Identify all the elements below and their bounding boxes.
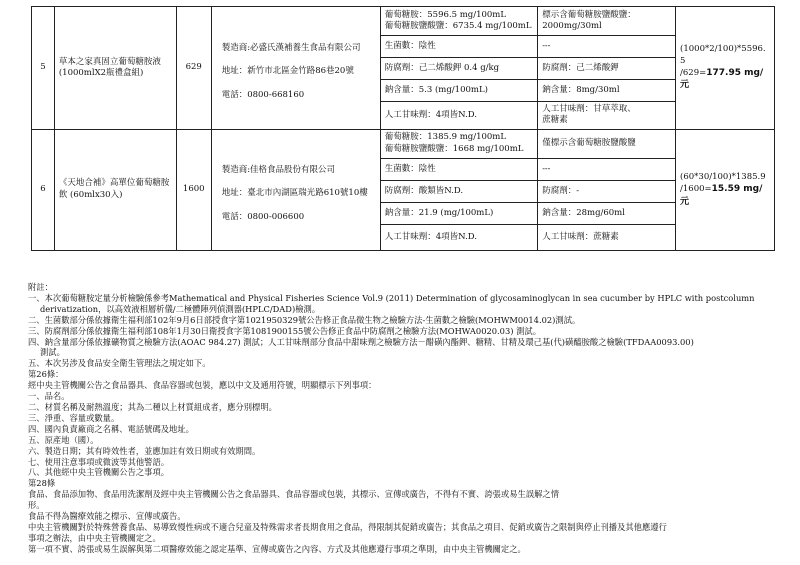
preservative-label: 防腐劑：己二烯酸鉀 [538, 58, 676, 80]
manufacturer-info [211, 7, 380, 130]
preservative-result: 防腐劑：己二烯酸鉀 0.4 g/kg [380, 58, 537, 80]
note-line: 第28條 [28, 478, 56, 489]
row-number: 6 [32, 129, 55, 250]
sweetener-label-line1: 人工甘味劑：蔗糖素 [542, 231, 619, 242]
calc-line1: (60*30/100)*1385.9 [680, 171, 766, 182]
price-calc [676, 7, 775, 130]
note-line: 五、原產地（國）。 [28, 434, 99, 445]
product-price: 629 [176, 7, 211, 130]
note-line: 四、國內負責廠商之名稱、電話號碼及地址。 [28, 423, 194, 434]
note-line: 五、本次另涉及食品安全衛生管理法之規定如下。 [28, 358, 211, 369]
bacteria-result: 生菌數：陰性 [380, 158, 537, 180]
sodium-label: 鈉含量：8mg/30ml [538, 80, 676, 102]
note-line: 六、製造日期；其有時效性者，並應加註有效日期或有效期間。 [28, 445, 261, 456]
label-claim [538, 7, 676, 36]
sodium-result: 鈉含量：21.9 (mg/100mL) [380, 202, 537, 224]
note-line: 三、防腐劑部分係依據衛生福利部108年1月30日衛授食字第1081900155號公告修正食品中防腐劑之檢驗方法(MOHWA0020.03) 測試。 [28, 325, 541, 336]
label-claim-line1: 僅標示含葡萄糖胺鹽酸鹽 [542, 138, 636, 149]
product-name: 《天地合補》高單位葡萄糖胺飲 (60mlx30入) [54, 129, 176, 250]
note-line: 中央主管機關對於特殊營養食品、易導致慢性病或不適合兒童及特殊需求者長期食用之食品，得限制其促銷或廣告；其食品之項目、促銷或廣告之限制與停止刊播及其他應遵行 [28, 521, 667, 532]
sweetener-label-line2: 蔗糖素 [542, 115, 568, 126]
glucosamine-salt-value: 葡萄糖胺鹽酸鹽：1668 mg/100mL [384, 143, 524, 154]
note-line: 八、其他經中央主管機關公告之事項。 [28, 467, 170, 478]
note-line: derivatization，以高效液相層析儀/二極體陣列偵測器(HPLC/DAD)檢測。 [40, 303, 321, 314]
calc-line1: (1000*2/100)*5596. [680, 44, 766, 55]
glucosamine-result [380, 7, 537, 36]
note-line: 七、使用注意事項或微波等其他警語。 [28, 456, 170, 467]
note-line: 四、鈉含量部分係依據礦物質之檢驗方法(AOAC 984.27) 測試；人工甘味劑部分食品中甜味劑之檢驗方法－醋磺內酯鉀、糖精、甘精及環己基(代)磺醯胺酸之檢驗(TFDAA0093.00) [28, 336, 694, 347]
glucosamine-result [380, 129, 537, 158]
product-table [31, 6, 775, 251]
manufacturer-phone: 電話：0800-006600 [221, 211, 305, 222]
glucosamine-salt-value: 葡萄糖胺鹽酸鹽：6735.4 mg/100mL [384, 21, 532, 31]
note-line: 形。 [28, 500, 45, 511]
note-line: 食品、食品添加物、食品用洗潔劑及經中央主管機關公告之食品器具、食品容器或包裝，其標示、宣傳或廣告，不得有不實、誇張或易生誤解之情 [28, 489, 560, 500]
sodium-label: 鈉含量：28mg/60ml [538, 202, 676, 224]
note-line: 附註： [28, 282, 53, 292]
bacteria-label: --- [538, 158, 676, 180]
notes-section [28, 282, 778, 555]
manufacturer-name: 製造商:必盛氏漢補養生食品有限公司 [221, 42, 361, 53]
bacteria-result: 生菌數：陰性 [380, 36, 537, 58]
manufacturer-name: 製造商:佳格食品股份有限公司 [221, 164, 336, 175]
product-price: 1600 [176, 129, 211, 250]
product-name: 草本之家真固立葡萄糖胺液(1000mlX2瓶禮盒組) [54, 7, 176, 130]
note-line: 一、品名。 [28, 391, 70, 402]
row-number: 5 [32, 7, 55, 130]
bacteria-label: --- [538, 36, 676, 58]
preservative-label: 防腐劑：- [538, 180, 676, 202]
note-line: 二、生菌數部分係依據衛生福利部102年9月6日部授食字第1021950329號公告修正食品微生物之檢驗方法-生菌數之檢驗(MOHWM0014.02)測試。 [28, 314, 581, 325]
note-line: 經中央主管機關公告之食品器具、食品容器或包裝，應以中文及通用符號，明顯標示下列事項： [28, 380, 377, 391]
product-row [32, 129, 775, 158]
label-claim [538, 129, 676, 158]
note-line: 第一項不實、誇張或易生誤解與第二項醫療效能之認定基準、宣傳或廣告之內容、方式及其他應遵行事項之準則，由中央主管機關定之。 [28, 543, 526, 554]
preservative-result: 防腐劑：酸類皆N.D. [380, 180, 537, 202]
label-claim-line2: 2000mg/30ml [542, 21, 602, 31]
calc-line3: /629= [680, 67, 707, 78]
manufacturer-info [211, 129, 380, 250]
note-line: 三、淨重、容量或數量。 [28, 412, 120, 423]
note-line: 測試。 [40, 347, 65, 358]
note-line: 食品不得為醫療效能之標示、宣傳或廣告。 [28, 511, 186, 522]
product-row [32, 7, 775, 36]
manufacturer-phone: 電話：0800-668160 [221, 89, 305, 100]
sweetener-label [538, 102, 676, 130]
sweetener-result: 人工甘味劑：4項皆N.D. [380, 224, 537, 250]
calc-result: 177.95 mg/元 [680, 67, 764, 91]
note-line: 一、本次葡萄糖胺定量分析檢驗係參考Mathematical and Physical Fisheries Science Vol.9 (2011) Determination of glycosaminoglycan in sea cucumber by HPLC with postcolumn [28, 292, 755, 303]
calc-result: 15.59 mg/元 [680, 184, 763, 207]
sweetener-label [538, 224, 676, 250]
note-line: 二、材質名稱及耐熱溫度；其為二種以上材質組成者，應分別標明。 [28, 401, 277, 412]
sodium-result: 鈉含量：5.3 (mg/100mL) [380, 80, 537, 102]
sweetener-label-line1: 人工甘味劑：甘草萃取、 [542, 104, 636, 114]
glucosamine-value: 葡萄糖胺：5596.5 mg/100mL [384, 9, 507, 20]
glucosamine-value: 葡萄糖胺：1385.9 mg/100mL [384, 132, 507, 143]
calc-line2: 5 [680, 55, 686, 66]
sweetener-result: 人工甘味劑：4項皆N.D. [380, 102, 537, 130]
manufacturer-address: 地址：臺北市內湖區瑞光路610號10樓 [221, 188, 368, 199]
label-claim-line1: 標示含葡萄糖胺鹽酸鹽： [542, 9, 636, 20]
note-line: 第26條： [28, 369, 64, 380]
note-line: 事項之辦法，由中央主管機關定之。 [28, 532, 161, 543]
manufacturer-address: 地址：新竹市北區金竹路86巷20號 [221, 66, 354, 77]
calc-line3: /1600= [680, 184, 712, 195]
price-calc [676, 129, 775, 250]
